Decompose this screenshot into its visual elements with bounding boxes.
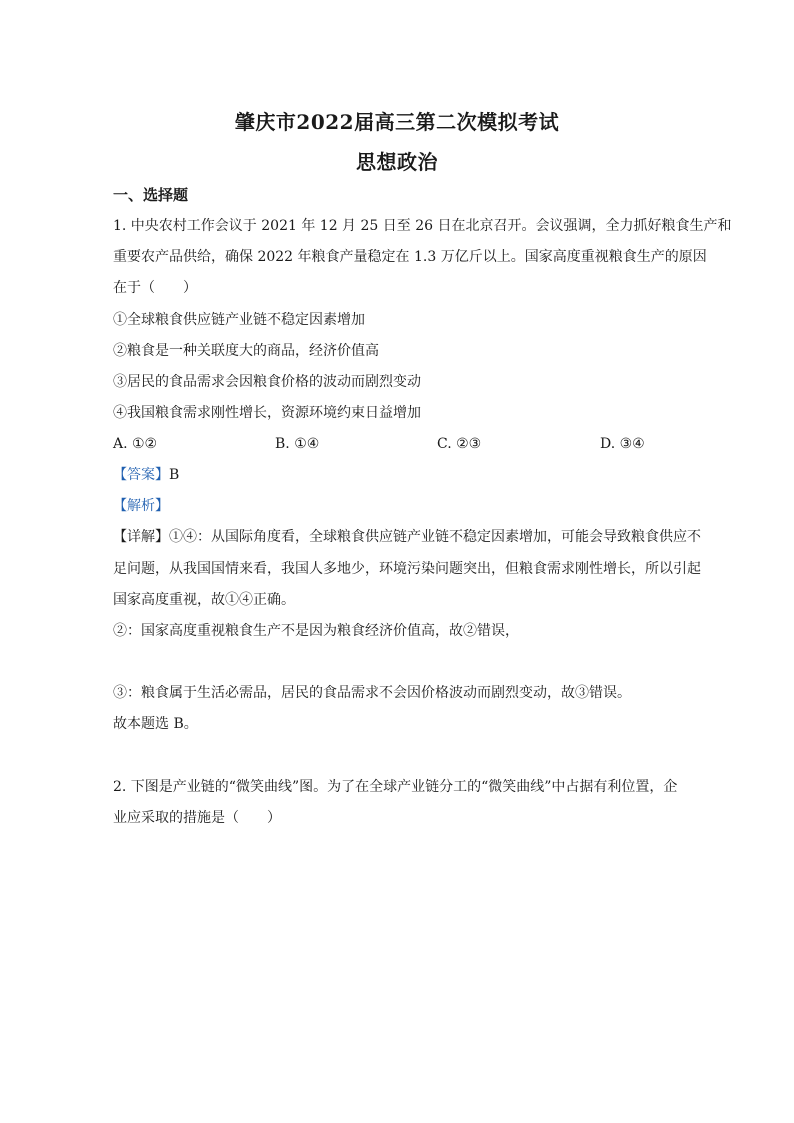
q1-option-c: C. ②③	[437, 436, 482, 452]
answer-value: B	[169, 467, 180, 483]
detail-line: 国家高度重视，故①④正确。	[113, 592, 295, 608]
q1-statement: ③居民的食品需求会因粮食价格的波动而剧烈变动	[113, 374, 421, 390]
q1-option-d: D. ③④	[600, 436, 645, 452]
q1-option-b: B. ①④	[275, 436, 320, 452]
q1-option-a: A. ①②	[113, 436, 158, 452]
analysis-note-2: ②：国家高度重视粮食生产不是因为粮食经济价值高，故②错误，	[113, 623, 519, 639]
section-heading: 一、选择题	[113, 186, 189, 204]
q1-statement: ②粮食是一种关联度大的商品，经济价值高	[113, 343, 379, 359]
analysis-tag: 【解析】	[113, 498, 169, 514]
q1-statement: ①全球粮食供应链产业链不稳定因素增加	[113, 312, 365, 328]
answer-line	[113, 466, 179, 484]
q1-stem-line: 重要农产品供给，确保 2022 年粮食产量稳定在 1.3 万亿斤以上。国家高度重视粮食生产的原因	[113, 249, 707, 265]
q1-statement: ④我国粮食需求刚性增长，资源环境约束日益增加	[113, 405, 421, 421]
analysis-conclusion: 故本题选 B。	[113, 716, 198, 732]
q2-stem-line: 业应采取的措施是（ ）	[113, 810, 281, 826]
q1-stem-line: 1. 中央农村工作会议于 2021 年 12 月 25 日至 26 日在北京召开。会议强调，全力抓好粮食生产和	[113, 218, 732, 234]
detail-tag: 【详解】	[113, 529, 169, 545]
detail-line	[113, 528, 701, 546]
detail-line: 足问题，从我国国情来看，我国人多地少，环境污染问题突出，但粮食需求刚性增长，所以引起	[113, 561, 701, 577]
page-title: 肇庆市2022届高三第二次模拟考试	[234, 110, 560, 134]
q1-stem-line: 在于（ ）	[113, 280, 197, 296]
q2-stem-line: 2. 下图是产业链的“微笑曲线”图。为了在全球产业链分工的“微笑曲线”中占据有利位置，企	[113, 779, 678, 795]
answer-tag: 【答案】	[113, 467, 169, 483]
page-subtitle: 思想政治	[356, 150, 438, 174]
analysis-note-3: ③：粮食属于生活必需品，居民的食品需求不会因价格波动而剧烈变动，故③错误。	[113, 685, 631, 701]
detail-text: ①④：从国际角度看，全球粮食供应链产业链不稳定因素增加，可能会导致粮食供应不	[169, 529, 701, 545]
